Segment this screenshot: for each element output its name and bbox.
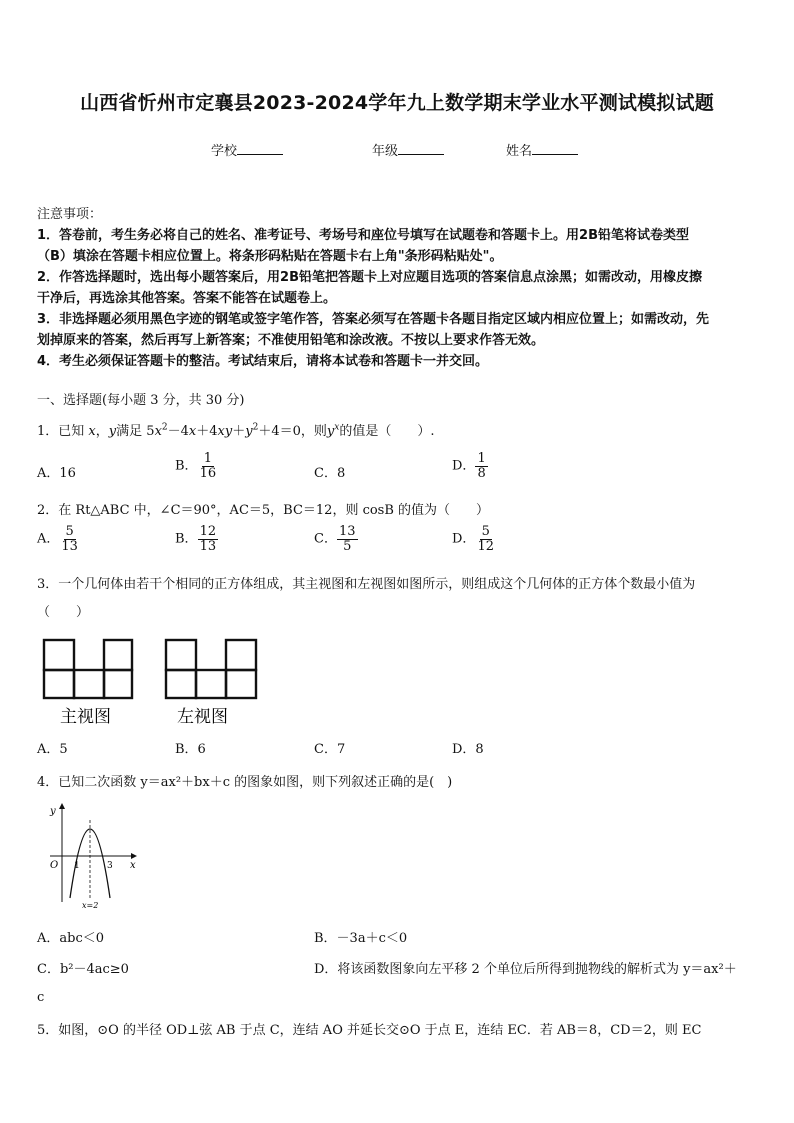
q1-tail: 的值是（ ）.	[339, 424, 435, 439]
grade-blank	[398, 142, 444, 155]
grade-label: 年级	[372, 144, 399, 159]
note-line-4: 4．考生必须保证答题卡的整洁。考试结束后，请将本试卷和答题卡一并交回。	[37, 354, 489, 369]
question-4: 4．已知二次函数 y＝ax²＋bx＋c 的图象如图，则下列叙述正确的是( )	[37, 775, 453, 790]
q4-option-c: C．b²－4ac≥0	[37, 962, 129, 977]
q4-option-d-line-2: c	[37, 990, 45, 1005]
q3-option-a: A．5	[37, 742, 68, 757]
q3-option-b: B．6	[175, 742, 206, 757]
note-line-1b: （B）填涂在答题卡相应位置上。将条形码粘贴在答题卡右上角"条形码粘贴处"。	[37, 249, 503, 264]
question-1: 1．已知 x，y满足 $5x^2-4x+4xy+y^2+4=0$，则$y^x$的值是（ ）.	[37, 422, 435, 439]
note-line-1a: 1．答卷前，考生务必将自己的姓名、准考证号、考场号和座位号填写在试题卷和答题卡上。用2B铅笔将试卷类型	[37, 228, 690, 243]
note-line-2a: 2．作答选择题时，选出每小题答案后，用2B铅笔把答题卡上对应题目选项的答案信息点涂黑；如需改动，用橡皮擦	[37, 270, 703, 285]
x-axis-label: x	[130, 860, 136, 871]
symmetry-label: x=2	[82, 901, 99, 910]
q1-option-c: C．8	[314, 466, 346, 481]
school-field	[211, 140, 283, 159]
grade-field	[372, 140, 444, 159]
page-title: 山西省忻州市定襄县2023-2024学年九上数学期末学业水平测试模拟试题	[80, 92, 714, 114]
q2-option-b: B． $\frac{12}{13}$	[175, 524, 217, 554]
question-2: 2．在 Rt△ABC 中，∠C＝90°，AC＝5，BC＝12，则 cosB 的值为（ ）	[37, 503, 490, 518]
question-5: 5．如图，⊙O 的半径 OD⊥弦 AB 于点 C，连结 AO 并延长交⊙O 于点 E，连结 EC．若 AB＝8，CD＝2，则 EC	[37, 1023, 702, 1038]
school-label: 学校	[211, 144, 238, 159]
tick-label-1: 1	[74, 861, 80, 871]
q4-option-d-line-1: D．将该函数图象向左平移 2 个单位后所得到抛物线的解析式为 y＝ax²＋	[314, 962, 737, 977]
q4-option-a: A．abc＜0	[37, 931, 105, 946]
q2-option-d: D． $\frac{5}{12}$	[452, 524, 494, 554]
note-line-2b: 干净后，再选涂其他答案。答案不能答在试题卷上。	[37, 291, 337, 306]
name-blank	[532, 142, 578, 155]
q2-option-c: C． $\frac{13}{5}$	[314, 524, 356, 554]
note-line-3b: 划掉原来的答案，然后再写上新答案；不准使用铅笔和涂改液。不按以上要求作答无效。	[37, 333, 545, 348]
school-blank	[237, 142, 283, 155]
origin-label: O	[50, 860, 59, 871]
q1-mid: 满足	[116, 424, 143, 439]
left-view-grid	[166, 640, 256, 698]
parabola-graph	[44, 800, 144, 910]
q2-option-a: A． $\frac{5}{13}$	[37, 524, 78, 554]
name-label: 姓名	[506, 144, 533, 159]
front-view-grid	[44, 640, 132, 698]
q1-option-b: B． $\frac{1}{16}$	[175, 451, 217, 481]
notes-heading: 注意事项：	[37, 207, 103, 222]
tick-label-3: 3	[107, 861, 113, 871]
three-view-figure	[40, 634, 270, 728]
q1-pre: 1．已知	[37, 424, 85, 439]
name-field	[506, 140, 578, 159]
question-3-line-2: （ ）	[37, 605, 90, 620]
q1-post: ，则	[300, 424, 327, 439]
question-3-line-1: 3．一个几何体由若干个相同的正方体组成，其主视图和左视图如图所示，则组成这个几何体的正方体个数最小值为	[37, 577, 696, 592]
q3-option-c: C．7	[314, 742, 346, 757]
y-axis-label: y	[50, 806, 56, 817]
q3-option-d: D．8	[452, 742, 484, 757]
left-view-label: 左视图	[177, 707, 228, 727]
q1-option-d: D． $\frac{1}{8}$	[452, 451, 486, 481]
front-view-label: 主视图	[60, 707, 111, 727]
q1-option-a: A．16	[37, 466, 76, 481]
section-heading: 一、选择题(每小题 3 分，共 30 分)	[37, 393, 245, 408]
note-line-3a: 3．非选择题必须用黑色字迹的钢笔或签字笔作答，答案必须写在答题卡各题目指定区域内相应位置上；如需改动，先	[37, 312, 710, 327]
q4-option-b: B．－3a＋c＜0	[314, 931, 408, 946]
